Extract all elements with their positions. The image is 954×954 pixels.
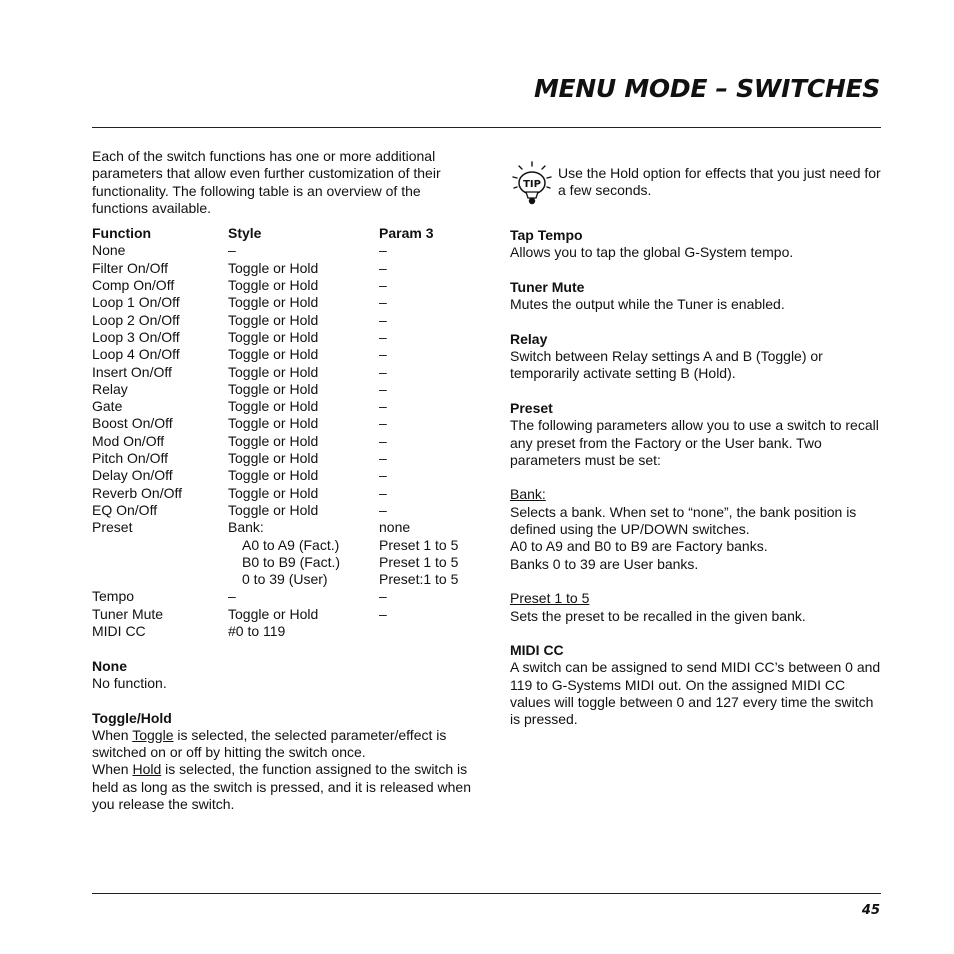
cell-style: Toggle or Hold	[228, 432, 319, 449]
cell-param3: Preset 1 to 5	[379, 553, 459, 570]
cell-style: Toggle or Hold	[228, 259, 319, 276]
cell-function: Insert On/Off	[92, 363, 172, 380]
cell-function: Pitch On/Off	[92, 450, 168, 467]
tip-icon-label: TIP	[523, 179, 541, 190]
table-row	[92, 606, 458, 623]
table-row	[92, 294, 458, 311]
cell-style: B0 to B9 (Fact.)	[242, 553, 341, 570]
preset-heading: Preset	[510, 399, 553, 416]
table-row	[92, 364, 458, 381]
table-row	[92, 588, 458, 605]
table-row	[92, 519, 458, 536]
preset-text: The following parameters allow you to use a switch to recall any preset from the Factory or the User bank. Two parameters must be set:	[510, 417, 879, 468]
cell-function	[92, 554, 228, 571]
cell-style: –	[228, 588, 236, 605]
none-text: No function.	[92, 674, 167, 691]
toggle-hold-heading: Toggle/Hold	[92, 709, 172, 726]
cell-style: Toggle or Hold	[228, 380, 319, 397]
cell-style: A0 to A9 (Fact.)	[242, 536, 340, 553]
tip-text: Use the Hold option for effects that you just need for a few seconds.	[558, 165, 881, 199]
cell-function: Boost On/Off	[92, 415, 173, 432]
toggle-paragraph	[92, 727, 472, 762]
table-header-row	[92, 225, 458, 242]
cell-param3: Preset:1 to 5	[379, 571, 459, 588]
cell-style: Toggle or Hold	[228, 294, 319, 311]
bank-text: Selects a bank. When set to “none”, the bank position is defined using the UP/DOWN switches.	[510, 503, 857, 538]
cell-param3: –	[379, 294, 387, 311]
cell-param3: –	[379, 277, 387, 294]
tap-tempo-heading: Tap Tempo	[510, 227, 583, 243]
cell-style: Toggle or Hold	[228, 398, 319, 415]
table-row	[92, 537, 458, 554]
cell-function: Gate	[92, 398, 123, 415]
table-body	[92, 242, 458, 640]
cell-function	[92, 571, 228, 588]
cell-style: Toggle or Hold	[228, 501, 319, 518]
table-row	[92, 623, 458, 640]
cell-style: #0 to 119	[228, 623, 286, 640]
cell-param3: –	[379, 605, 387, 622]
bottom-divider	[92, 893, 881, 894]
cell-param3: Preset 1 to 5	[379, 536, 459, 553]
cell-param3: –	[379, 328, 387, 345]
table-row	[92, 312, 458, 329]
hold-term: Hold	[132, 761, 162, 778]
cell-style: Toggle or Hold	[228, 311, 319, 328]
functions-table	[92, 225, 458, 640]
cell-style: Toggle or Hold	[228, 346, 319, 363]
cell-function: Loop 2 On/Off	[92, 311, 180, 328]
cell-param3: –	[379, 380, 387, 397]
tuner-mute-text: Mutes the output while the Tuner is enabled.	[510, 296, 785, 313]
cell-param3: –	[379, 467, 387, 484]
cell-function: MIDI CC	[92, 623, 146, 640]
midi-cc-heading: MIDI CC	[510, 642, 564, 659]
table-row	[92, 467, 458, 484]
cell-function: Preset	[92, 519, 133, 536]
cell-function: Tuner Mute	[92, 605, 164, 622]
left-column	[92, 148, 472, 813]
table-row	[92, 398, 458, 415]
cell-function: Delay On/Off	[92, 467, 173, 484]
cell-param3: –	[379, 432, 387, 449]
midi-cc-text: A switch can be assigned to send MIDI CC’s between 0 and 119 to G-Systems MIDI out. On the assigned MIDI CC values will toggle between 0 and 127 every time the switch is pressed.	[510, 659, 881, 728]
cell-param3: none	[379, 519, 411, 536]
cell-param3: –	[379, 415, 387, 432]
table-row	[92, 415, 458, 432]
cell-style: Toggle or Hold	[228, 363, 319, 380]
table-row	[92, 346, 458, 363]
preset-range-text: Sets the preset to be recalled in the given bank.	[510, 607, 806, 624]
table-row	[92, 260, 458, 277]
col-header-function: Function	[92, 225, 152, 242]
table-row	[92, 242, 458, 259]
table-row	[92, 450, 458, 467]
cell-param3: –	[379, 311, 387, 328]
bank-line-factory: A0 to A9 and B0 to B9 are Factory banks.	[510, 538, 768, 555]
cell-style: 0 to 39 (User)	[242, 571, 328, 588]
page-title: MENU MODE – SWITCHES	[533, 74, 880, 103]
table-row	[92, 502, 458, 519]
page-number: 45	[861, 903, 880, 918]
cell-param3: –	[379, 346, 387, 363]
cell-param3: –	[379, 501, 387, 518]
cell-style: Toggle or Hold	[228, 277, 319, 294]
cell-param3: –	[379, 398, 387, 415]
cell-function: Comp On/Off	[92, 277, 175, 294]
cell-style: Toggle or Hold	[228, 450, 319, 467]
cell-function: Filter On/Off	[92, 259, 168, 276]
cell-param3	[379, 623, 458, 640]
cell-function: Loop 3 On/Off	[92, 328, 180, 345]
cell-param3: –	[379, 450, 387, 467]
col-header-style: Style	[228, 225, 262, 242]
cell-style: Toggle or Hold	[228, 415, 319, 432]
cell-param3: –	[379, 484, 387, 501]
cell-param3: –	[379, 242, 387, 259]
tuner-mute-heading: Tuner Mute	[510, 278, 585, 295]
cell-function: Relay	[92, 380, 128, 397]
cell-style: Toggle or Hold	[228, 467, 319, 484]
cell-function: Reverb On/Off	[92, 484, 183, 501]
none-heading: None	[92, 657, 127, 674]
table-row	[92, 381, 458, 398]
col-header-param3: Param 3	[379, 225, 434, 242]
cell-function: EQ On/Off	[92, 501, 158, 518]
cell-style: Toggle or Hold	[228, 484, 319, 501]
right-column	[510, 227, 882, 729]
cell-style: –	[228, 242, 236, 259]
cell-function: None	[92, 242, 126, 259]
table-row	[92, 554, 458, 571]
cell-style: Toggle or Hold	[228, 328, 319, 345]
toggle-term: Toggle	[132, 726, 174, 743]
cell-param3: –	[379, 363, 387, 380]
hold-paragraph	[92, 761, 472, 813]
cell-function: Tempo	[92, 588, 135, 605]
table-row	[92, 571, 458, 588]
table-row	[92, 485, 458, 502]
hold-text-pre: When	[92, 761, 133, 778]
relay-heading: Relay	[510, 330, 548, 347]
tap-tempo-text: Allows you to tap the global G-System tempo.	[510, 244, 794, 261]
toggle-text-pre: When	[92, 726, 133, 743]
top-divider	[92, 127, 881, 128]
cell-param3: –	[379, 259, 387, 276]
relay-text: Switch between Relay settings A and B (Toggle) or temporarily activate setting B (Hold).	[510, 348, 823, 382]
cell-function: Mod On/Off	[92, 432, 165, 449]
tip-lightbulb-icon	[510, 160, 554, 210]
cell-style: Bank:	[228, 519, 264, 536]
cell-function: Loop 4 On/Off	[92, 346, 180, 363]
cell-style: Toggle or Hold	[228, 605, 319, 622]
preset-range-label: Preset 1 to 5	[510, 590, 590, 607]
table-row	[92, 433, 458, 450]
cell-function	[92, 537, 228, 554]
bank-line-user: Banks 0 to 39 are User banks.	[510, 555, 699, 572]
hold-text-post: is selected, the function assigned to the switch is held as long as the switch is pressed, and it is released when you release the switch.	[92, 761, 471, 812]
bank-label: Bank:	[510, 486, 546, 503]
cell-function: Loop 1 On/Off	[92, 294, 180, 311]
table-row	[92, 329, 458, 346]
toggle-text-post: is selected, the selected parameter/effect is switched on or off by hitting the switch once.	[92, 726, 447, 761]
intro-paragraph: Each of the switch functions has one or more additional parameters that allow even further customization of their functionality. The following table is an overview of the functions available.	[92, 148, 441, 216]
cell-param3: –	[379, 588, 387, 605]
table-row	[92, 277, 458, 294]
